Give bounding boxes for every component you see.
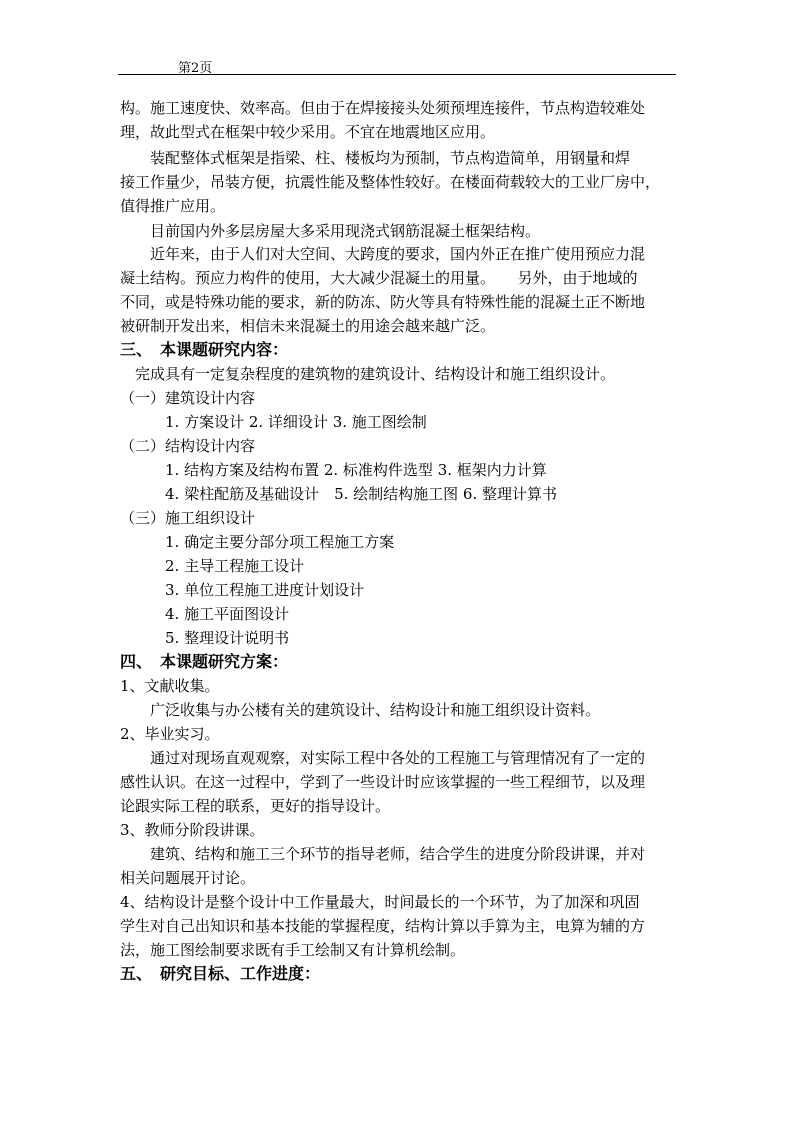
text-line: 法，施工图绘制要求既有手工绘制又有计算机绘制。 xyxy=(120,941,466,959)
list-item: 2. 主导工程施工设计 xyxy=(120,557,305,575)
text-line: 感性认识。在这一过程中，学到了一些设计时应该掌握的一些工程细节，以及理 xyxy=(120,773,646,791)
text-line: 构。施工速度快、效率高。但由于在焊接接头处须预埋连接件，节点构造较难处 xyxy=(120,99,646,117)
text-line: 广泛收集与办公楼有关的建筑设计、结构设计和施工组织设计资料。 xyxy=(120,701,601,719)
list-item: 1. 方案设计 2. 详细设计 3. 施工图绘制 xyxy=(120,413,427,431)
list-item: 1. 结构方案及结构布置 2. 标准构件选型 3. 框架内力计算 xyxy=(120,461,547,479)
list-item: 3. 单位工程施工进度计划设计 xyxy=(120,581,365,599)
section-heading-4: 四、 本课题研究方案： xyxy=(120,652,289,671)
text-line: 理，故此型式在框架中较少采用。不宜在地震地区应用。 xyxy=(120,123,496,141)
list-item: 4. 施工平面图设计 xyxy=(120,605,290,623)
text-line: 完成具有一定复杂程度的建筑物的建筑设计、结构设计和施工组织设计。 xyxy=(120,365,616,383)
text-line: 值得推广应用。 xyxy=(120,197,226,215)
section-heading-3: 三、 本课题研究内容： xyxy=(120,340,289,359)
text-line: 学生对自己出知识和基本技能的掌握程度，结构计算以手算为主，电算为辅的方 xyxy=(120,917,646,935)
text-line: 近年来，由于人们对大空间、大跨度的要求，国内外正在推广使用预应力混 xyxy=(120,245,646,263)
list-item: 1. 确定主要分部分项工程施工方案 xyxy=(120,533,395,551)
list-item: 5. 整理设计说明书 xyxy=(120,629,290,647)
text-line: 论跟实际工程的联系，更好的指导设计。 xyxy=(120,797,391,815)
list-item: 1、文献收集。 xyxy=(120,677,220,695)
text-line: 装配整体式框架是指梁、柱、楼板均为预制，节点构造简单，用钢量和焊 xyxy=(120,149,631,167)
text-line: 目前国内外多层房屋大多采用现浇式钢筋混凝土框架结构。 xyxy=(120,222,541,240)
text-line: 通过对现场直观观察，对实际工程中各处的工程施工与管理情况有了一定的 xyxy=(120,749,646,767)
page-number-label: 第2页 xyxy=(178,61,213,76)
list-item: 4. 梁柱配筋及基础设计 5. 绘制结构施工图 6. 整理计算书 xyxy=(120,485,558,503)
text-line: 建筑、结构和施工三个环节的指导老师，结合学生的进度分阶段讲课，并对 xyxy=(120,845,646,863)
text-line: 4、结构设计是整个设计中工作量最大，时间最长的一个环节，为了加深和巩固 xyxy=(120,893,640,911)
subsection-heading: （三）施工组织设计 xyxy=(120,509,256,527)
list-item: 2、毕业实习。 xyxy=(120,725,220,743)
header-rule xyxy=(118,74,676,75)
section-heading-5: 五、 研究目标、工作进度： xyxy=(120,964,321,983)
text-line: 凝土结构。预应力构件的使用，大大减少混凝土的用量。 另外，由于地域的 xyxy=(120,269,638,287)
text-line: 不同，或是特殊功能的要求，新的防冻、防火等具有特殊性能的混凝土正不断地 xyxy=(120,293,646,311)
list-item: 3、教师分阶段讲课。 xyxy=(120,821,265,839)
text-line: 相关问题展开讨论。 xyxy=(120,869,256,887)
subsection-heading: （二）结构设计内容 xyxy=(120,437,256,455)
subsection-heading: （一）建筑设计内容 xyxy=(120,389,256,407)
text-line: 被研制开发出来，相信未来混凝土的用途会越来越广泛。 xyxy=(120,317,496,335)
text-line: 接工作量少，吊装方便，抗震性能及整体性较好。在楼面荷载较大的工业厂房中， xyxy=(120,173,661,191)
